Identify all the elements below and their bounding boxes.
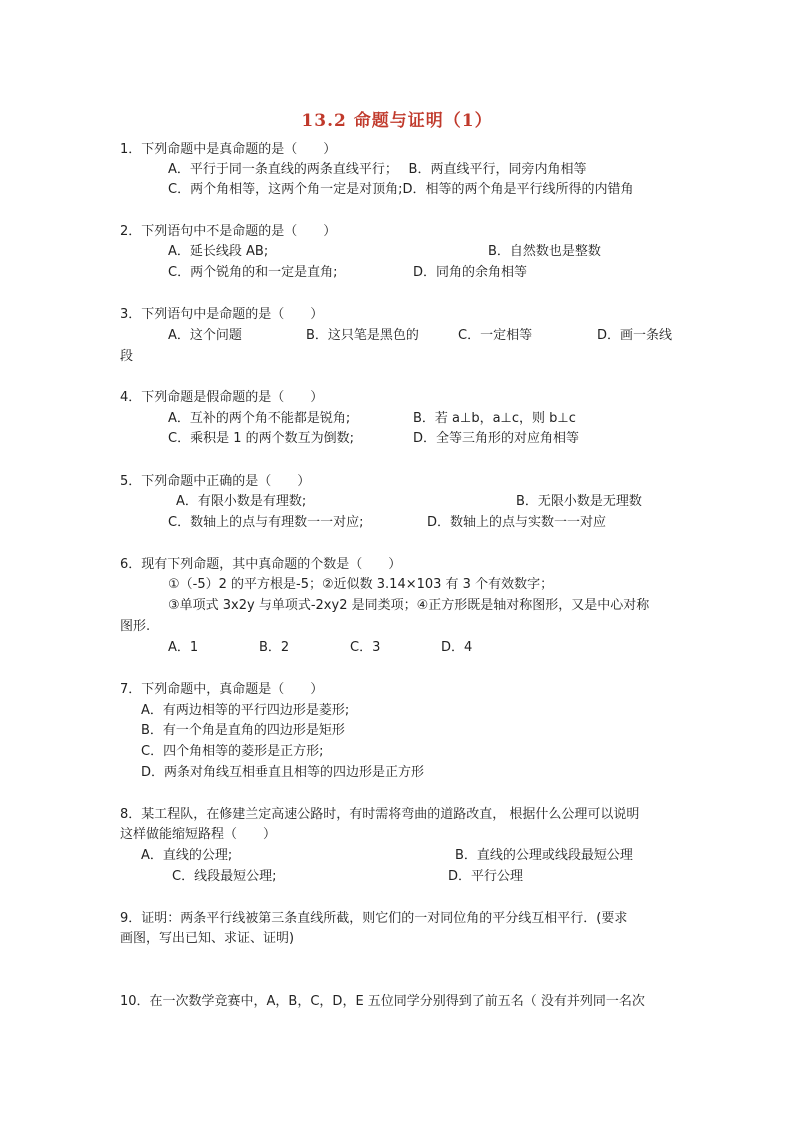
question-6-statements-line2: ③单项式 3x2y 与单项式-2xy2 是同类项；④正方形既是轴对称图形，又是中心对称 [168, 598, 650, 613]
question-5-option-a: A．有限小数是有理数; [176, 494, 307, 509]
question-2-option-c: C．两个锐角的和一定是直角; [168, 265, 338, 280]
page-title: 13.2 命题与证明（1） [301, 111, 493, 131]
question-1-options-line1: A．平行于同一条直线的两条直线平行； B．两直线平行，同旁内角相等 [168, 162, 587, 177]
question-6-option-a: A．1 [168, 640, 199, 655]
question-3-continuation: 段 [120, 349, 134, 364]
question-2-stem: 2．下列语句中不是命题的是（ ） [120, 224, 337, 239]
question-9-stem: 9．证明：两条平行线被第三条直线所截，则它们的一对同位角的平分线互相平行．(要求 [120, 911, 628, 926]
question-6-stem: 6．现有下列命题，其中真命题的个数是（ ） [120, 557, 402, 572]
question-7-option-a: A．有两边相等的平行四边形是菱形; [141, 703, 350, 718]
question-9-continuation: 画图，写出已知、求证、证明) [120, 931, 295, 946]
question-5-stem: 5．下列命题中正确的是（ ） [120, 474, 311, 489]
question-4-option-c: C．乘积是 1 的两个数互为倒数; [168, 431, 354, 446]
question-8-continuation: 这样做能缩短路程（ ） [120, 827, 277, 842]
question-7-option-c: C．四个角相等的菱形是正方形; [141, 744, 324, 759]
question-4-option-d: D．全等三角形的对应角相等 [413, 431, 580, 446]
question-6-option-b: B．2 [259, 640, 290, 655]
question-1-options-line2: C．两个角相等，这两个角一定是对顶角;D．相等的两个角是平行线所得的内错角 [168, 182, 634, 197]
question-3-option-a: A．这个问题 [168, 328, 242, 343]
question-2-option-a: A．延长线段 AB; [168, 244, 269, 259]
question-3-stem: 3．下列语句中是命题的是（ ） [120, 307, 324, 322]
question-6-option-c: C．3 [350, 640, 381, 655]
question-7-option-b: B．有一个角是直角的四边形是矩形 [141, 723, 345, 738]
question-5-option-d: D．数轴上的点与实数一一对应 [427, 515, 607, 530]
question-6-continuation: 图形. [120, 619, 151, 634]
question-8-option-b: B．直线的公理或线段最短公理 [455, 848, 633, 863]
question-2-option-b: B．自然数也是整数 [488, 244, 601, 259]
question-3-option-d: D．画一条线 [597, 328, 673, 343]
question-8-stem: 8．某工程队，在修建兰定高速公路时，有时需将弯曲的道路改直， 根据什么公理可以说明 [120, 807, 640, 822]
question-8-option-d: D．平行公理 [448, 869, 524, 884]
question-10-stem: 10．在一次数学竞赛中，A，B，C，D，E 五位同学分别得到了前五名（ 没有并列同一名次 [120, 994, 645, 1009]
question-3-option-c: C．一定相等 [458, 328, 533, 343]
question-4-option-b: B．若 a⊥b，a⊥c，则 b⊥c [413, 411, 576, 426]
question-8-option-a: A．直线的公理; [141, 848, 233, 863]
question-7-option-d: D．两条对角线互相垂直且相等的四边形是正方形 [141, 765, 425, 780]
question-2-option-d: D．同角的余角相等 [413, 265, 528, 280]
question-5-option-c: C．数轴上的点与有理数一一对应; [168, 515, 364, 530]
question-4-stem: 4．下列命题是假命题的是（ ） [120, 390, 324, 405]
question-5-option-b: B．无限小数是无理数 [516, 494, 642, 509]
question-7-stem: 7．下列命题中，真命题是（ ） [120, 682, 324, 697]
question-6-option-d: D．4 [441, 640, 473, 655]
question-3-option-b: B．这只笔是黑色的 [306, 328, 419, 343]
question-4-option-a: A．互补的两个角不能都是锐角; [168, 411, 351, 426]
question-8-option-c: C．线段最短公理; [172, 869, 277, 884]
question-6-statements-line1: ①（-5）2 的平方根是-5；②近似数 3.14×103 有 3 个有效数字； [168, 577, 554, 592]
question-1-stem: 1．下列命题中是真命题的是（ ） [120, 142, 337, 157]
